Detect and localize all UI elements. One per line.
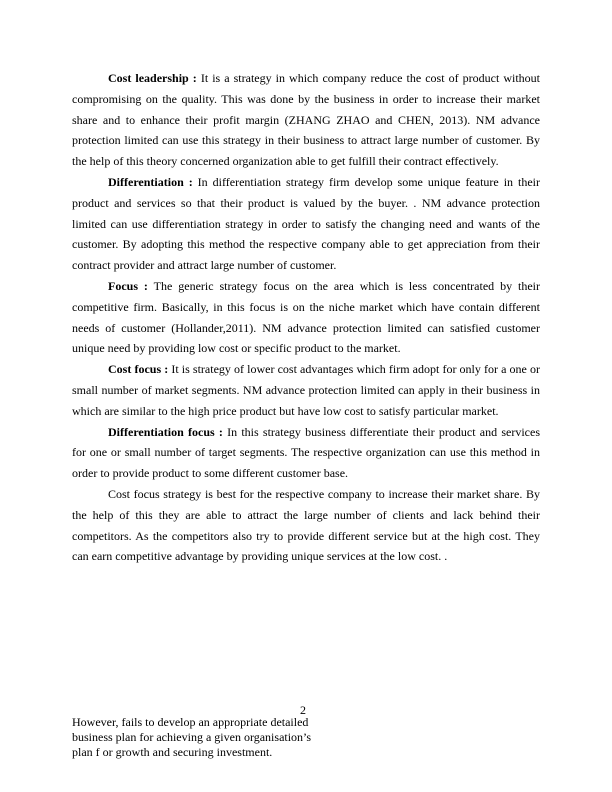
body-text: [72, 68, 540, 567]
term-differentiation: Differentiation :: [108, 174, 193, 189]
footer-note: However, fails to develop an appropriate detailed business plan for achieving a given organisation’s plan f or growth and securing investment.: [72, 715, 312, 759]
paragraph-differentiation: [72, 172, 540, 276]
term-differentiation-focus: Differentiation focus :: [108, 424, 223, 439]
text-focus: The generic strategy focus on the area which is less concentrated by their competitive firm. Basically, in this focus is on the niche market which have contain different needs of customer (Hollander,2011). NM advance protection limited can satisfied customer unique need by providing low cost or specific product to the market.: [72, 278, 540, 356]
paragraph-cost-focus: [72, 359, 540, 421]
text-cost-leadership: It is a strategy in which company reduce the cost of product without compromising on the quality. This was done by the business in order to increase their market share and to enhance their profit margin (ZHANG ZHAO and CHEN, 2013). NM advance protection limited can use this strategy in their business to attract large number of customer. By the help of this theory concerned organization able to get fulfill their contract effectively.: [72, 71, 541, 169]
text-differentiation-focus: In this strategy business differentiate their product and services for one or small number of target segments. The respective organization can use this method in order to provide product to some different customer base.: [72, 424, 540, 481]
paragraph-focus: [72, 276, 540, 359]
text-conclusion: Cost focus strategy is best for the respective company to increase their market share. By the help of this they are able to attract the large number of clients and lack behind their competitors. As the competitors also try to provide different service but at the high cost. They can earn competitive advantage by providing unique services at the low cost. .: [72, 486, 540, 564]
text-differentiation: In differentiation strategy firm develop some unique feature in their product and services so that their product is valued by the buyer. . NM advance protection limited can use differentiation strategy in order to satisfy the changing need and wants of the customer. By adopting this method the respective company able to get appreciation from their contract provider and attract large number of customer.: [72, 174, 540, 273]
page-number: 2: [300, 703, 306, 717]
term-focus: Focus :: [108, 278, 148, 293]
term-cost-focus: Cost focus :: [108, 362, 169, 377]
term-cost-leadership: Cost leadership :: [108, 71, 197, 85]
paragraph-cost-leadership: [72, 68, 540, 172]
text-cost-focus: It is strategy of lower cost advantages which firm adopt for only for a one or small number of market segments. NM advance protection limited can apply in their business in which are similar to the high price product but have low cost to satisfy particular market.: [72, 362, 540, 418]
paragraph-conclusion: [72, 484, 540, 567]
paragraph-differentiation-focus: [72, 422, 540, 484]
